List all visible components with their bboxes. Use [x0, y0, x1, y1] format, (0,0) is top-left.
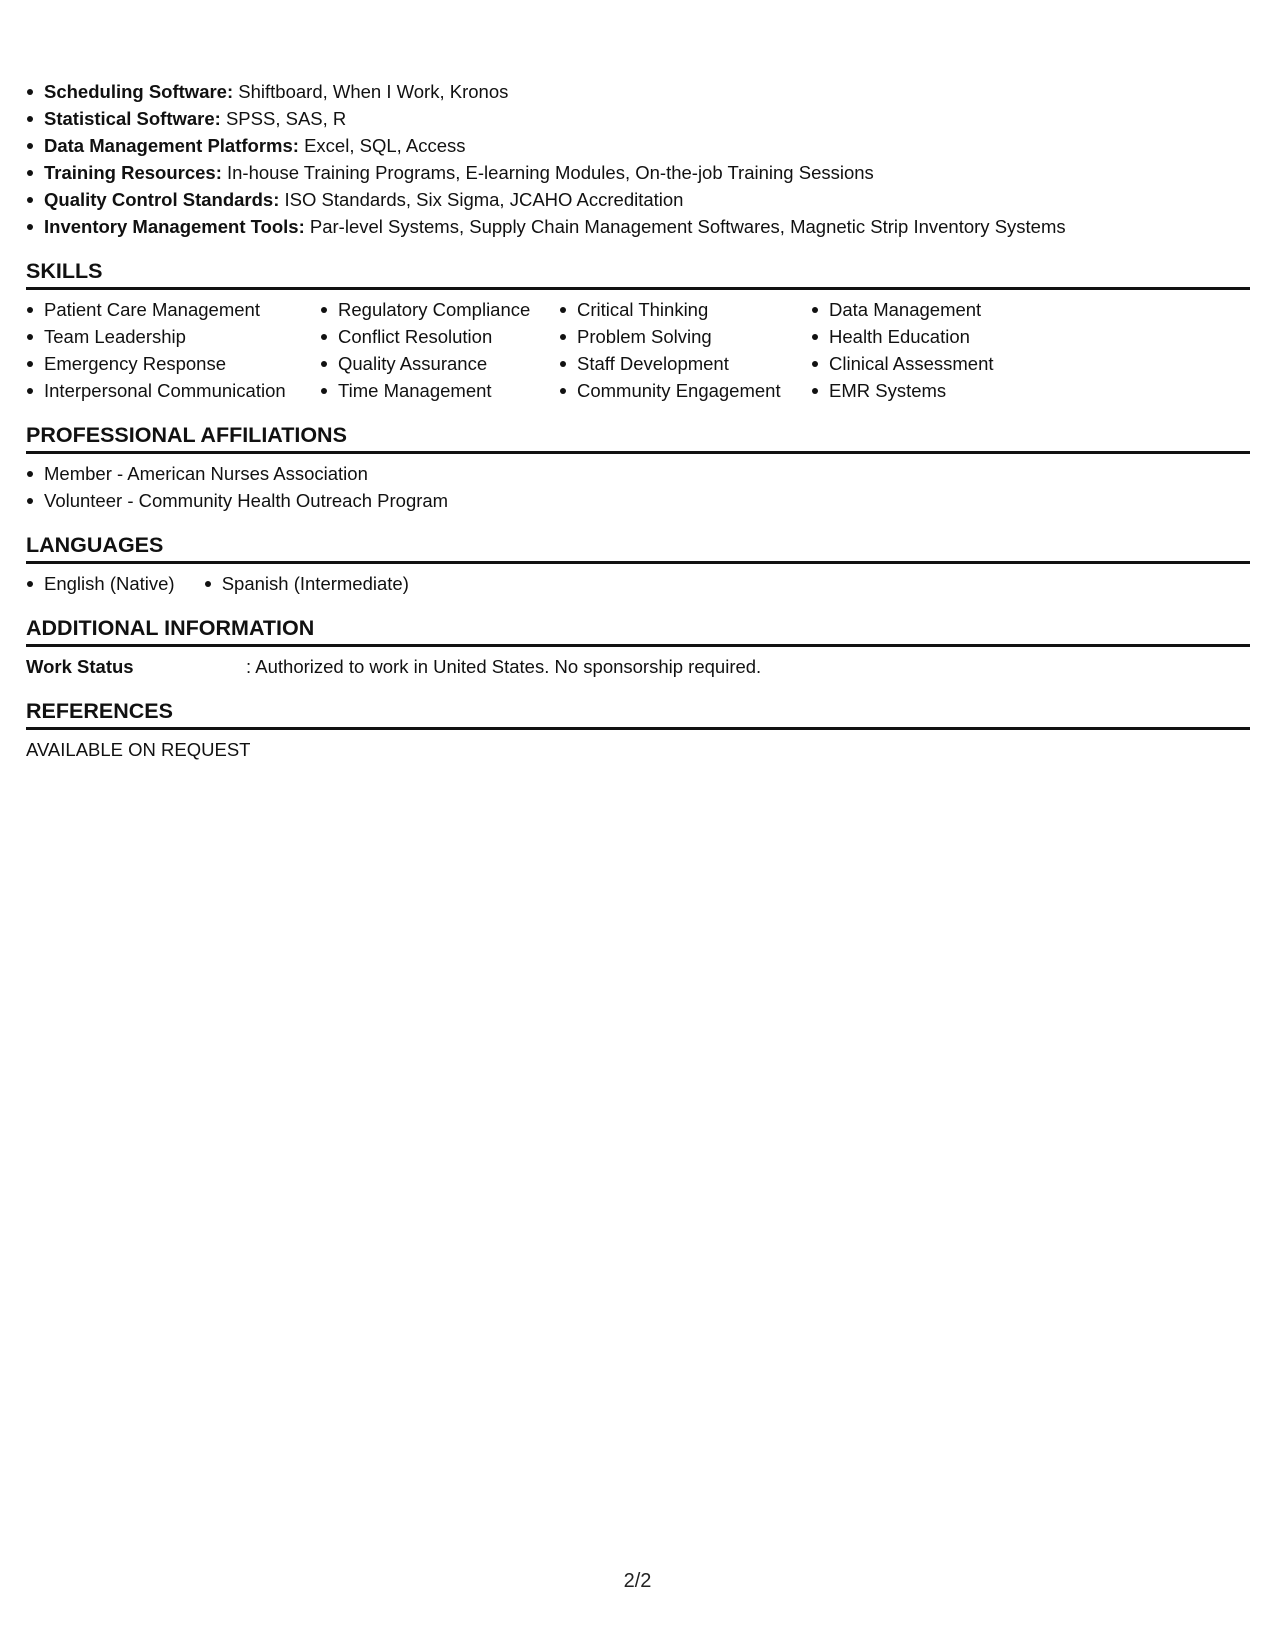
- skill-item: EMR Systems: [811, 377, 1111, 404]
- skills-grid: [26, 296, 1250, 404]
- list-item: [26, 186, 1250, 213]
- skills-column: [26, 296, 320, 404]
- languages-row: [26, 570, 1250, 597]
- references-heading: REFERENCES: [26, 697, 1250, 730]
- skill-item: Quality Assurance: [320, 350, 559, 377]
- references-text: AVAILABLE ON REQUEST: [26, 739, 251, 760]
- language-item: English (Native): [26, 570, 175, 597]
- tool-value: In-house Training Programs, E-learning Modules, On-the-job Training Sessions: [227, 162, 874, 183]
- language-item: Spanish (Intermediate): [204, 570, 409, 597]
- skill-item: Community Engagement: [559, 377, 811, 404]
- tool-value: Shiftboard, When I Work, Kronos: [238, 81, 509, 102]
- additional-info-heading: ADDITIONAL INFORMATION: [26, 614, 1250, 647]
- skill-item: Regulatory Compliance: [320, 296, 559, 323]
- page-number: 2/2: [623, 1570, 652, 1592]
- languages-list: [26, 570, 433, 597]
- resume-page: [26, 78, 1250, 763]
- skill-item: Clinical Assessment: [811, 350, 1111, 377]
- skills-column: [320, 296, 559, 404]
- skills-column: [811, 296, 1111, 404]
- affiliation-item: Member - American Nurses Association: [26, 460, 1250, 487]
- languages-heading: LANGUAGES: [26, 531, 1250, 564]
- skill-item: Problem Solving: [559, 323, 811, 350]
- list-item: [26, 105, 1250, 132]
- affiliations-list: [26, 460, 1250, 514]
- tool-value: SPSS, SAS, R: [225, 108, 347, 129]
- skill-item: Team Leadership: [26, 323, 320, 350]
- tool-label: Statistical Software:: [44, 108, 221, 129]
- skills-column: [559, 296, 811, 404]
- tools-list: [26, 78, 1250, 240]
- skill-item: Time Management: [320, 377, 559, 404]
- tool-label: Inventory Management Tools:: [44, 216, 305, 237]
- affiliation-item: Volunteer - Community Health Outreach Program: [26, 487, 1250, 514]
- list-item: [26, 132, 1250, 159]
- skill-item: Interpersonal Communication: [26, 377, 320, 404]
- work-status-label: Work Status: [26, 656, 134, 677]
- skill-item: Conflict Resolution: [320, 323, 559, 350]
- skills-heading: SKILLS: [26, 257, 1250, 290]
- tool-label: Data Management Platforms:: [44, 135, 299, 156]
- work-status-row: [26, 653, 1250, 680]
- list-item: [26, 78, 1250, 105]
- skill-item: Data Management: [811, 296, 1111, 323]
- tool-label: Quality Control Standards:: [44, 189, 280, 210]
- skill-item: Health Education: [811, 323, 1111, 350]
- list-item: [26, 159, 1250, 186]
- affiliations-heading: PROFESSIONAL AFFILIATIONS: [26, 421, 1250, 454]
- tool-value: Par-level Systems, Supply Chain Management Softwares, Magnetic Strip Inventory Systems: [309, 216, 1066, 237]
- tool-label: Scheduling Software:: [44, 81, 234, 102]
- skill-item: Emergency Response: [26, 350, 320, 377]
- work-status-value: : Authorized to work in United States. No sponsorship required.: [246, 656, 762, 677]
- skill-item: Critical Thinking: [559, 296, 811, 323]
- tool-value: ISO Standards, Six Sigma, JCAHO Accreditation: [284, 189, 684, 210]
- skill-item: Patient Care Management: [26, 296, 320, 323]
- tool-label: Training Resources:: [44, 162, 222, 183]
- list-item: [26, 213, 1250, 240]
- skill-item: Staff Development: [559, 350, 811, 377]
- tool-value: Excel, SQL, Access: [304, 135, 466, 156]
